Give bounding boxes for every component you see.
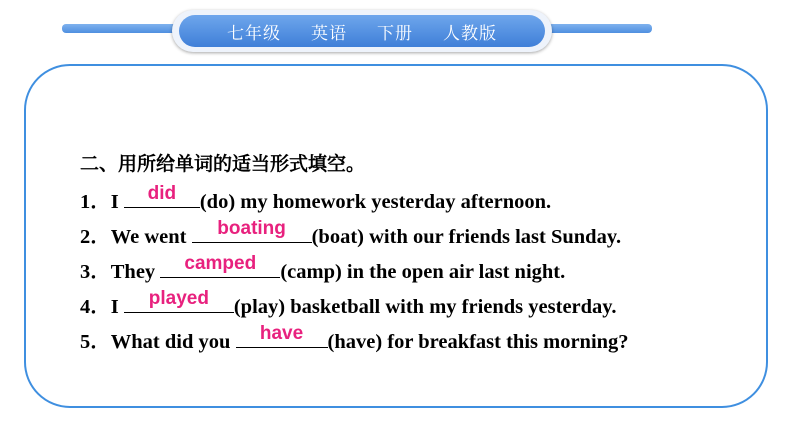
header-subject: 英语 xyxy=(311,23,347,44)
item-4-answer: played xyxy=(148,288,209,309)
exercise-item-5 xyxy=(80,324,629,354)
exercise-item-3 xyxy=(80,254,565,284)
item-5-prefix: 5．What did you xyxy=(80,331,236,353)
item-5-answer: have xyxy=(259,323,304,344)
item-3-prefix: 3．They xyxy=(80,261,161,283)
item-4-suffix: (play) basketball with my friends yesterday. xyxy=(233,296,617,318)
header-publisher: 人教版 xyxy=(443,23,497,44)
header-left-bar xyxy=(62,24,180,33)
item-4-prefix: 4．I xyxy=(80,296,124,318)
item-4-blank xyxy=(124,288,234,313)
exercise-item-2 xyxy=(80,219,621,249)
item-5-suffix: (have) for breakfast this morning? xyxy=(327,331,629,353)
item-1-prefix: 1．I xyxy=(80,191,124,213)
header-right-bar xyxy=(548,24,652,33)
item-1-suffix: (do) my homework yesterday afternoon. xyxy=(199,191,552,213)
header-banner xyxy=(179,15,545,47)
item-2-blank xyxy=(192,218,312,243)
item-2-suffix: (boat) with our friends last Sunday. xyxy=(311,226,622,248)
item-2-prefix: 2．We went xyxy=(80,226,192,248)
exercise-item-4 xyxy=(80,289,617,319)
exercise-heading: 二、用所给单词的适当形式填空。 xyxy=(80,153,366,175)
item-1-blank xyxy=(124,183,200,208)
item-5-blank xyxy=(236,323,328,348)
item-3-answer: camped xyxy=(184,253,257,274)
item-3-suffix: (camp) in the open air last night. xyxy=(280,261,566,283)
exercise-item-1 xyxy=(80,184,551,214)
header-volume: 下册 xyxy=(377,23,413,44)
header-grade: 七年级 xyxy=(227,23,281,44)
item-2-answer: boating xyxy=(217,218,286,239)
item-1-answer: did xyxy=(147,183,177,204)
item-3-blank xyxy=(160,253,280,278)
